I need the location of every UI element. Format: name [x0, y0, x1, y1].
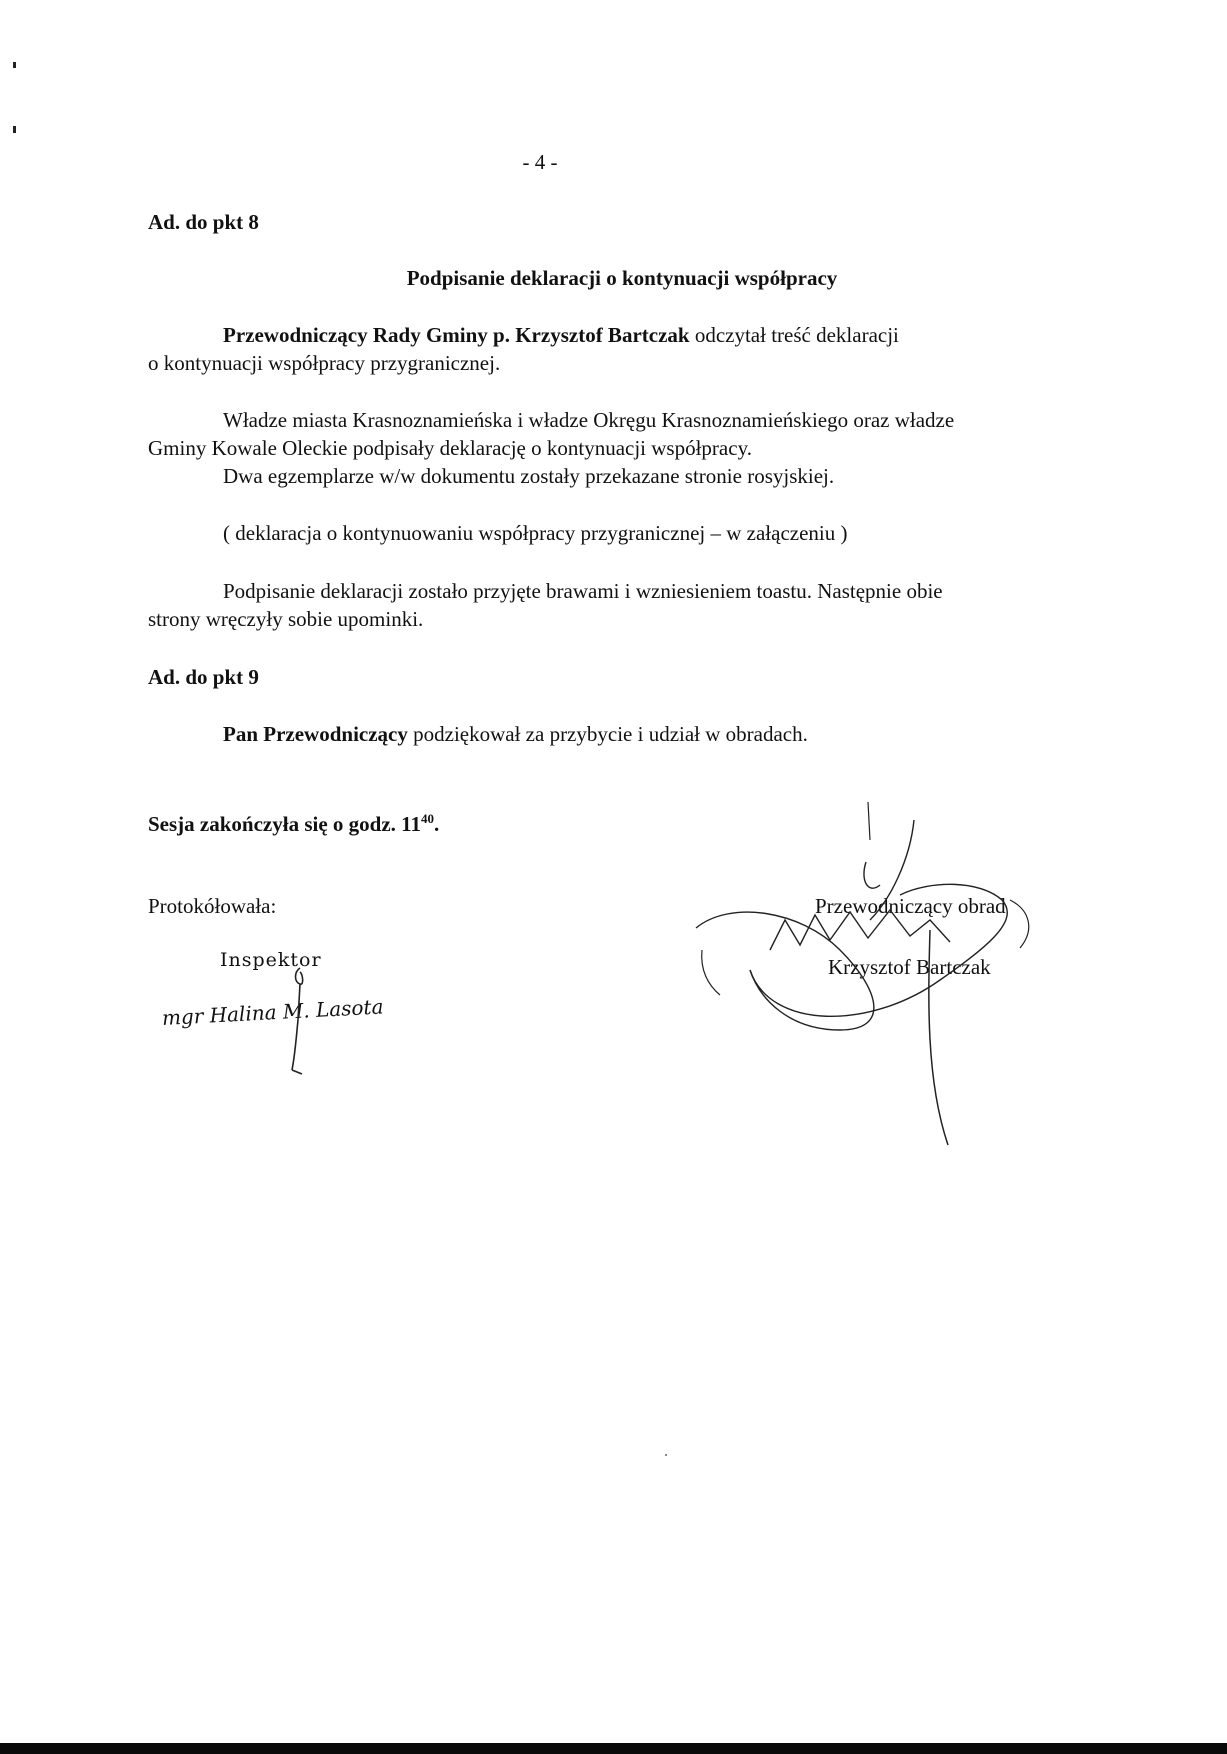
closing-period: . — [434, 812, 440, 836]
item8-attachment-note: ( deklaracja o kontynuowaniu współpracy przygranicznej – w załączeniu ) — [223, 521, 848, 545]
scan-bottom-edge — [0, 1743, 1227, 1754]
item9-heading: Ad. do pkt 9 — [148, 665, 259, 689]
item8-heading: Ad. do pkt 8 — [148, 210, 259, 234]
speaker-name: Przewodniczący Rady Gminy p. Krzysztof Bartczak — [223, 323, 690, 347]
item8-paragraph-1-line-2: o kontynuacji współpracy przygranicznej. — [148, 351, 501, 375]
closing-line — [148, 805, 439, 838]
minutes-taker-title: Inspektor — [220, 949, 322, 971]
item8-paragraph-2-line-1: Władze miasta Krasnoznamieńska i władze Okręgu Krasnoznamieńskiego oraz władze — [223, 408, 955, 432]
closing-text: Sesja zakończyła się o godz. 11 — [148, 812, 421, 836]
speaker-name: Pan Przewodniczący — [223, 722, 408, 746]
item8-paragraph-4-line-1: Podpisanie deklaracji zostało przyjęte brawami i wzniesieniem toastu. Następnie obie — [223, 579, 943, 603]
item8-paragraph-2-line-2: Gminy Kowale Oleckie podpisały deklarację o kontynuacji współpracy. — [148, 436, 752, 460]
chairman-signature — [690, 800, 1070, 1160]
chairman-name: Krzysztof Bartczak — [828, 955, 991, 979]
closing-minutes: 40 — [421, 811, 434, 826]
item8-paragraph-1 — [223, 321, 899, 349]
minutes-taker-label: Protokółowała: — [148, 894, 277, 918]
paragraph-text: odczytał treść deklaracji — [689, 323, 899, 347]
chairman-label: Przewodniczący obrad — [815, 894, 1006, 918]
paragraph-text: podziękował za przybycie i udział w obradach. — [407, 722, 808, 746]
scan-speck — [13, 62, 16, 68]
item8-paragraph-4-line-2: strony wręczyły sobie upominki. — [148, 607, 424, 631]
scan-speck — [13, 126, 16, 133]
scan-speck — [665, 1454, 667, 1456]
item8-paragraph-2-line-3: Dwa egzemplarze w/w dokumentu zostały przekazane stronie rosyjskiej. — [223, 464, 835, 488]
item9-paragraph — [223, 720, 808, 748]
page-number: - 4 - — [522, 150, 558, 174]
item8-title: Podpisanie deklaracji o kontynuacji współpracy — [406, 266, 838, 290]
minutes-taker-name: mgr Halina M. Lasota — [161, 994, 384, 1030]
left-signature-mark — [270, 960, 330, 1080]
